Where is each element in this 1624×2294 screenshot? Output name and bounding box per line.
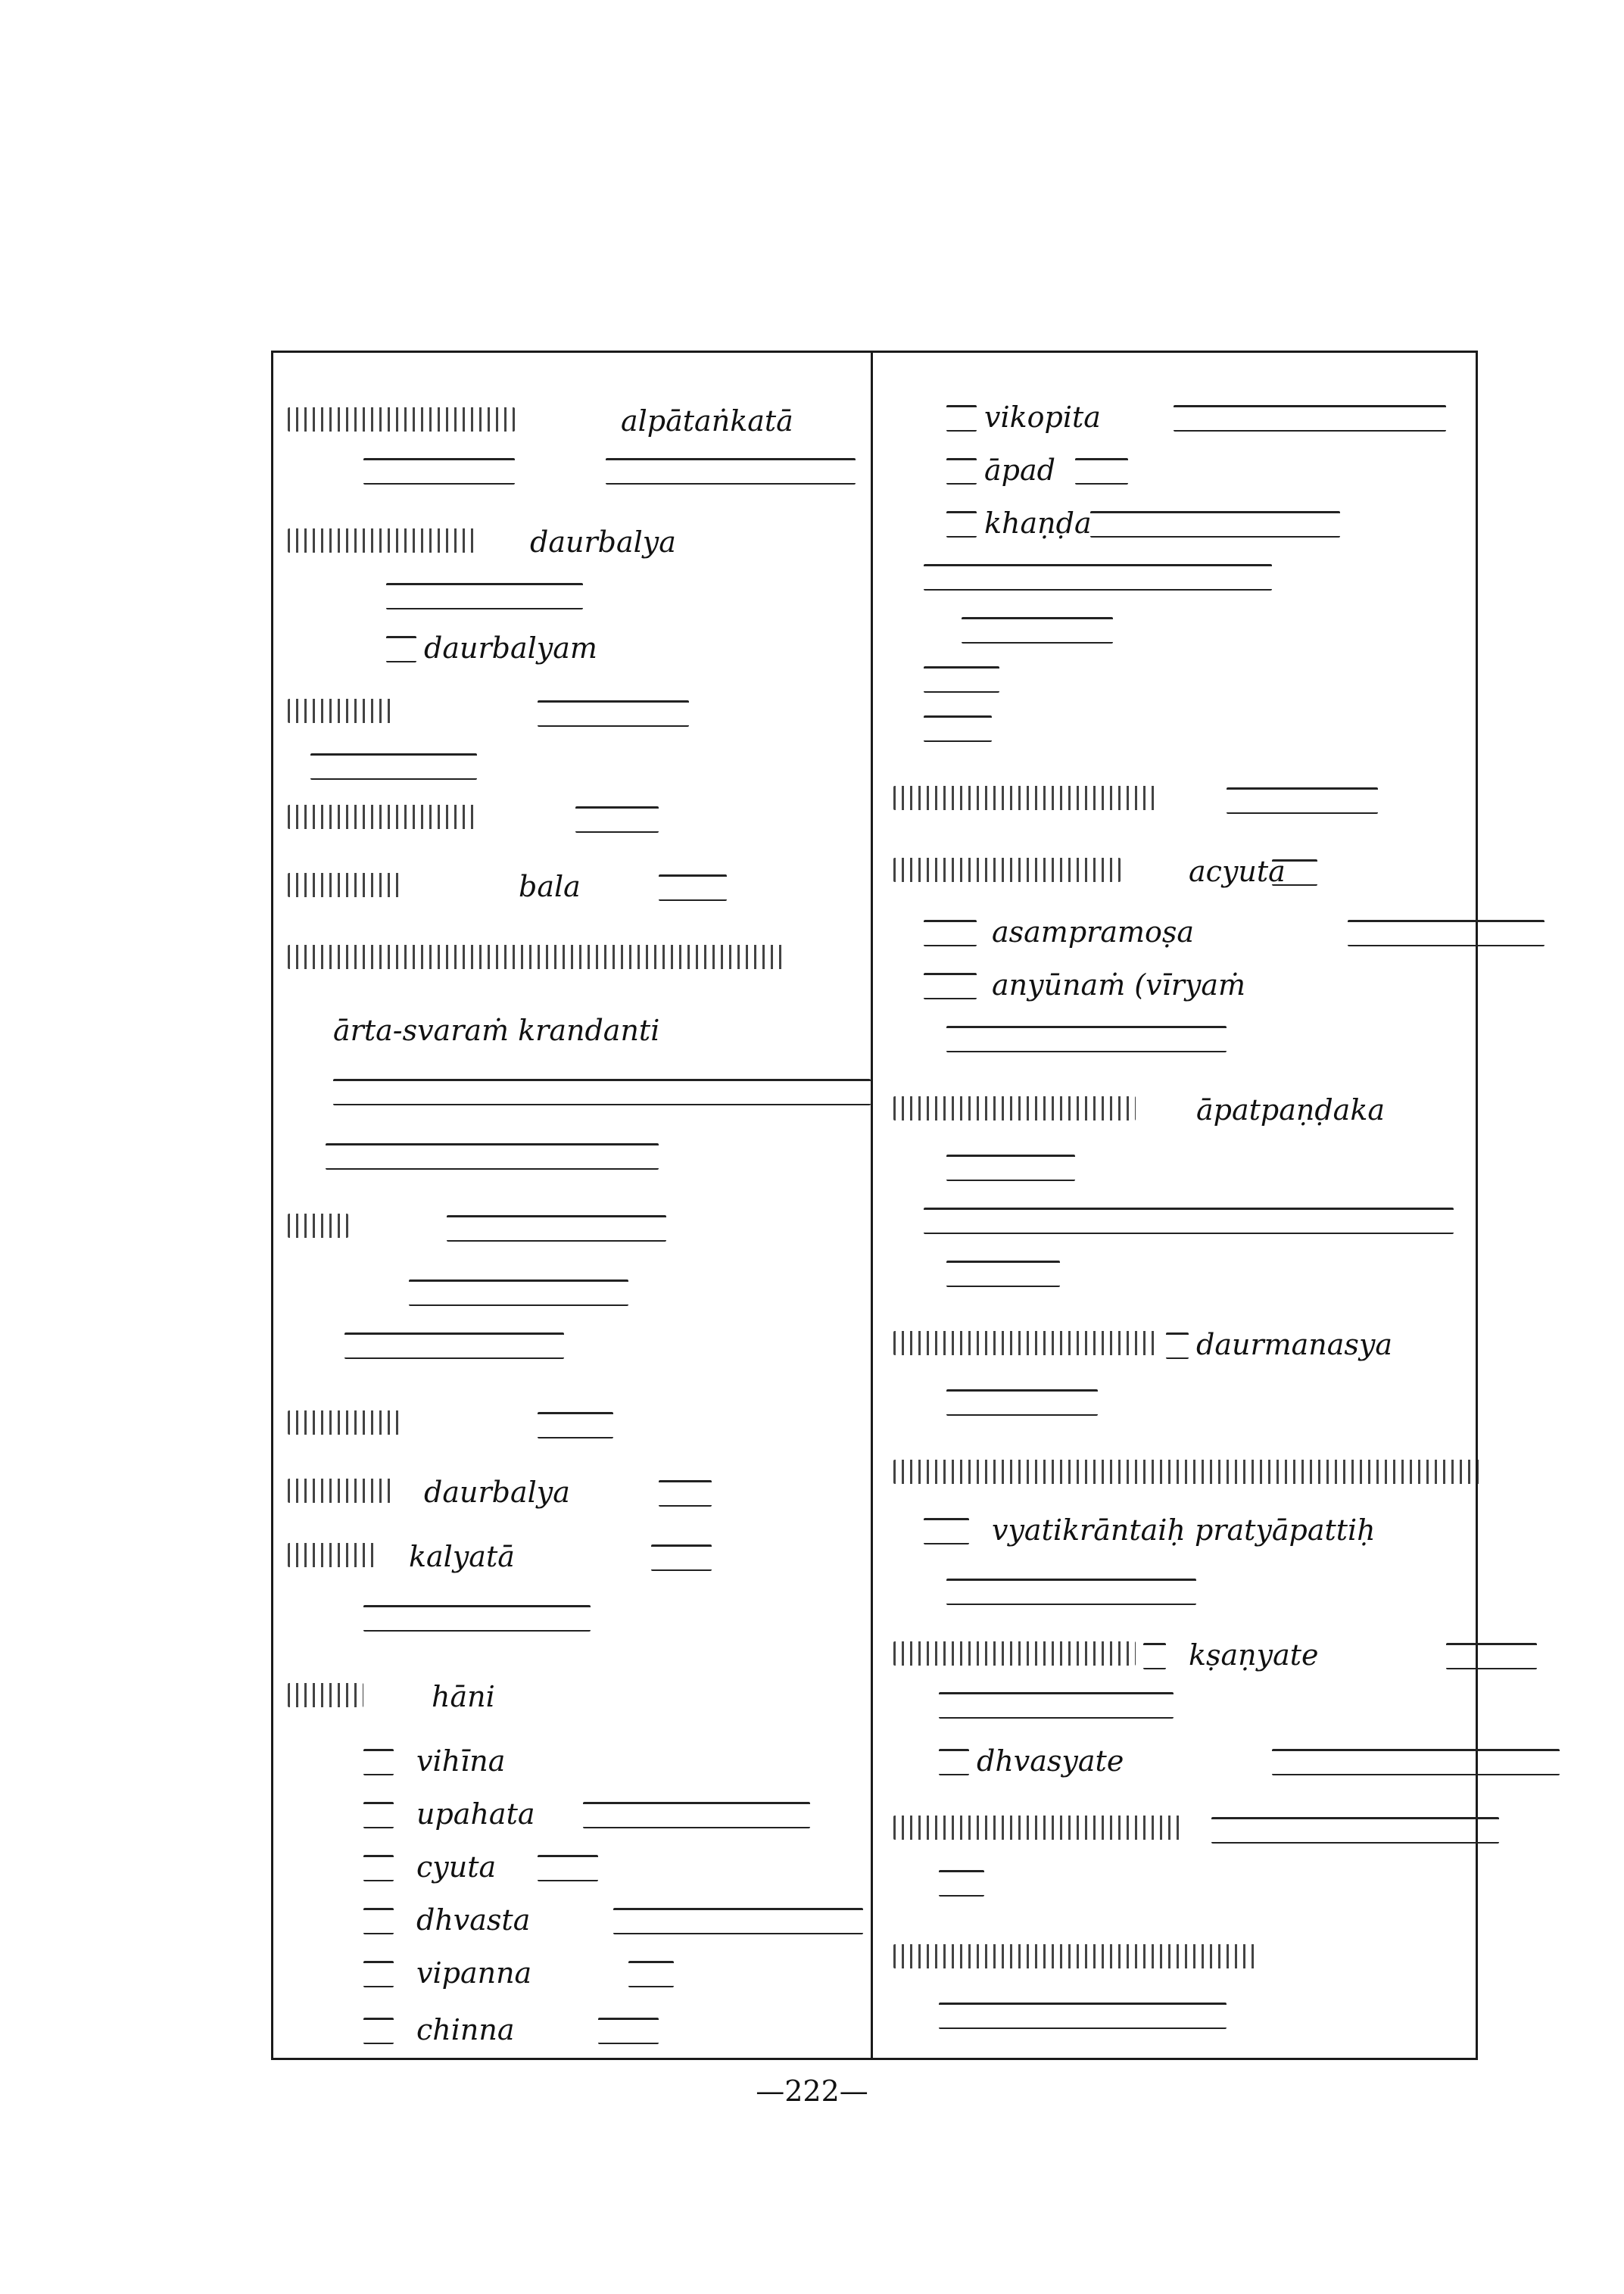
handwriting-scribble bbox=[628, 1961, 674, 1987]
entry-transliteration: chinna bbox=[416, 2013, 515, 2046]
dictionary-entry bbox=[288, 450, 848, 490]
dictionary-entry bbox=[893, 1253, 1454, 1292]
handwriting-scribble bbox=[946, 458, 977, 485]
dictionary-entry bbox=[893, 1382, 1454, 1421]
dictionary-entry bbox=[288, 746, 848, 785]
dictionary-entry bbox=[288, 1473, 848, 1512]
dictionary-entry bbox=[893, 1862, 1454, 1902]
handwriting-scribble bbox=[893, 858, 1121, 882]
dictionary-entry bbox=[893, 1090, 1454, 1130]
entry-transliteration: daurbalya bbox=[530, 525, 676, 559]
handwriting-scribble bbox=[310, 753, 477, 780]
dictionary-entry bbox=[288, 628, 848, 668]
handwriting-scribble bbox=[363, 1908, 394, 1934]
entry-transliteration: cyuta bbox=[416, 1850, 497, 1884]
handwriting-scribble bbox=[924, 1208, 1454, 1234]
handwriting-scribble bbox=[363, 1802, 394, 1828]
dictionary-entry bbox=[288, 693, 848, 732]
dictionary-entry bbox=[893, 503, 1454, 543]
handwriting-scribble bbox=[363, 1749, 394, 1775]
dictionary-entry bbox=[893, 450, 1454, 490]
handwriting-scribble bbox=[946, 511, 977, 538]
handwriting-scribble bbox=[946, 1261, 1060, 1287]
handwriting-scribble bbox=[447, 1215, 666, 1242]
handwriting-scribble bbox=[1143, 1643, 1166, 1669]
entry-transliteration: upahata bbox=[416, 1797, 535, 1831]
handwriting-scribble bbox=[363, 458, 515, 485]
handwriting-scribble bbox=[924, 564, 1272, 591]
dictionary-entry bbox=[288, 799, 848, 838]
dictionary-entry bbox=[288, 401, 848, 441]
dictionary-entry bbox=[893, 1685, 1454, 1724]
handwriting-scribble bbox=[651, 1544, 712, 1571]
handwriting-scribble bbox=[1348, 920, 1545, 946]
dictionary-entry bbox=[893, 852, 1454, 891]
entry-transliteration: āpad bbox=[984, 454, 1055, 487]
column-divider bbox=[871, 351, 873, 2060]
handwriting-scribble bbox=[1446, 1643, 1537, 1669]
entry-transliteration: anyūnaṁ (vīryaṁ bbox=[992, 968, 1246, 1002]
dictionary-entry bbox=[288, 1537, 848, 1576]
handwriting-scribble bbox=[344, 1332, 564, 1359]
handwriting-scribble bbox=[288, 1214, 348, 1238]
handwriting-scribble bbox=[893, 1944, 1257, 1968]
entry-transliteration: acyuta bbox=[1189, 855, 1286, 888]
entry-transliteration: vyatikrāntaiḥ pratyāpattiḥ bbox=[992, 1513, 1376, 1547]
entry-transliteration: āpatpaṇḍaka bbox=[1196, 1093, 1386, 1127]
dictionary-entry bbox=[893, 1995, 1454, 2034]
dictionary-entry bbox=[288, 1741, 848, 1781]
handwriting-scribble bbox=[659, 1480, 712, 1507]
dictionary-entry bbox=[288, 522, 848, 562]
handwriting-scribble bbox=[538, 1855, 598, 1881]
dictionary-entry bbox=[893, 1510, 1454, 1550]
handwriting-scribble bbox=[939, 1749, 969, 1775]
dictionary-entry bbox=[893, 1018, 1454, 1058]
handwriting-scribble bbox=[583, 1802, 810, 1828]
handwriting-scribble bbox=[924, 920, 977, 946]
dictionary-entry bbox=[288, 1136, 848, 1175]
handwriting-scribble bbox=[363, 1855, 394, 1881]
handwriting-scribble bbox=[924, 973, 977, 999]
handwriting-scribble bbox=[946, 405, 977, 432]
handwriting-scribble bbox=[893, 1816, 1181, 1840]
dictionary-entry bbox=[893, 912, 1454, 952]
handwriting-scribble bbox=[598, 2018, 659, 2044]
dictionary-entry bbox=[893, 1147, 1454, 1186]
entry-transliteration: dhvasta bbox=[416, 1903, 531, 1937]
handwriting-scribble bbox=[333, 1079, 871, 1105]
handwriting-scribble bbox=[946, 1579, 1196, 1605]
handwriting-scribble bbox=[893, 1331, 1158, 1355]
handwriting-scribble bbox=[386, 636, 416, 662]
entry-transliteration: vihīna bbox=[416, 1744, 506, 1778]
handwriting-scribble bbox=[893, 1096, 1136, 1121]
handwriting-scribble bbox=[363, 1961, 394, 1987]
handwriting-scribble bbox=[1166, 1332, 1189, 1359]
entry-transliteration: kalyatā bbox=[409, 1540, 515, 1573]
handwriting-scribble bbox=[946, 1155, 1075, 1181]
entry-transliteration: alpātaṅkatā bbox=[621, 404, 793, 438]
dictionary-entry bbox=[288, 1325, 848, 1364]
dictionary-entry bbox=[893, 1454, 1454, 1493]
dictionary-entry bbox=[893, 1325, 1454, 1364]
handwriting-scribble bbox=[946, 1389, 1098, 1416]
handwriting-scribble bbox=[1211, 1817, 1499, 1844]
handwriting-scribble bbox=[288, 528, 477, 553]
dictionary-entry bbox=[893, 1809, 1454, 1849]
dictionary-entry bbox=[288, 1953, 848, 1993]
handwriting-scribble bbox=[363, 2018, 394, 2044]
handwriting-scribble bbox=[409, 1279, 628, 1306]
entry-transliteration: vipanna bbox=[416, 1956, 532, 1990]
entry-transliteration: daurbalyam bbox=[424, 631, 597, 665]
dictionary-entry bbox=[288, 867, 848, 906]
dictionary-entry bbox=[288, 1900, 848, 1940]
handwriting-scribble bbox=[326, 1143, 659, 1170]
dictionary-entry bbox=[288, 1597, 848, 1637]
handwriting-scribble bbox=[939, 1692, 1174, 1719]
handwriting-scribble bbox=[538, 1412, 613, 1438]
entry-transliteration: bala bbox=[519, 870, 581, 903]
handwriting-scribble bbox=[386, 583, 583, 609]
handwriting-scribble bbox=[613, 1908, 863, 1934]
dictionary-entry bbox=[288, 939, 848, 978]
handwriting-scribble bbox=[288, 407, 515, 432]
dictionary-entry bbox=[893, 1938, 1454, 1978]
dictionary-entry bbox=[288, 1208, 848, 1247]
dictionary-entry bbox=[288, 1071, 848, 1111]
handwriting-scribble bbox=[1174, 405, 1446, 432]
dictionary-entry bbox=[893, 659, 1454, 698]
handwriting-scribble bbox=[659, 874, 727, 901]
handwriting-scribble bbox=[1272, 1749, 1560, 1775]
handwriting-scribble bbox=[288, 1479, 394, 1503]
handwriting-scribble bbox=[288, 1410, 401, 1435]
entry-transliteration: asampramoṣa bbox=[992, 915, 1195, 949]
handwriting-scribble bbox=[606, 458, 856, 485]
handwriting-scribble bbox=[924, 1518, 969, 1544]
dictionary-entry bbox=[288, 1677, 848, 1716]
handwriting-scribble bbox=[962, 617, 1113, 644]
dictionary-entry bbox=[893, 780, 1454, 819]
dictionary-entry bbox=[893, 965, 1454, 1005]
entry-transliteration: kṣaṇyate bbox=[1189, 1638, 1319, 1672]
handwriting-scribble bbox=[288, 873, 401, 897]
page-number: —222— bbox=[756, 2074, 868, 2108]
dictionary-entry bbox=[288, 575, 848, 615]
dictionary-entry bbox=[893, 1741, 1454, 1781]
handwriting-scribble bbox=[939, 2003, 1227, 2029]
entry-transliteration: hāni bbox=[432, 1680, 495, 1713]
handwriting-scribble bbox=[288, 805, 477, 829]
handwriting-scribble bbox=[1090, 511, 1340, 538]
handwriting-scribble bbox=[924, 666, 999, 693]
handwriting-scribble bbox=[946, 1026, 1227, 1052]
dictionary-entry bbox=[893, 609, 1454, 649]
entry-transliteration: daurmanasya bbox=[1196, 1328, 1393, 1361]
handwriting-scribble bbox=[538, 700, 689, 727]
entry-transliteration: khaṇḍa bbox=[984, 506, 1092, 540]
entry-transliteration: ārta-svaraṁ krandanti bbox=[333, 1014, 660, 1047]
dictionary-entry bbox=[893, 397, 1454, 437]
dictionary-entry bbox=[893, 708, 1454, 747]
handwriting-scribble bbox=[575, 806, 659, 833]
dictionary-entry bbox=[288, 1847, 848, 1887]
handwriting-scribble bbox=[924, 715, 992, 742]
handwriting-scribble bbox=[893, 786, 1158, 810]
dictionary-entry bbox=[288, 1794, 848, 1834]
dictionary-entry bbox=[893, 1635, 1454, 1675]
dictionary-entry bbox=[288, 1404, 848, 1444]
handwriting-scribble bbox=[1227, 787, 1378, 814]
dictionary-entry bbox=[893, 556, 1454, 596]
dictionary-entry bbox=[893, 1200, 1454, 1239]
handwriting-scribble bbox=[893, 1641, 1136, 1666]
entry-transliteration: daurbalya bbox=[424, 1476, 570, 1509]
handwriting-scribble bbox=[288, 1543, 379, 1567]
handwriting-scribble bbox=[1075, 458, 1128, 485]
entry-transliteration: dhvasyate bbox=[977, 1744, 1124, 1778]
handwriting-scribble bbox=[288, 945, 787, 969]
handwriting-scribble bbox=[939, 1870, 984, 1897]
handwriting-scribble bbox=[893, 1460, 1484, 1484]
entry-transliteration: vikopita bbox=[984, 401, 1101, 434]
dictionary-entry bbox=[893, 1571, 1454, 1610]
handwriting-scribble bbox=[288, 699, 394, 723]
handwriting-scribble bbox=[363, 1605, 591, 1632]
dictionary-entry bbox=[288, 1011, 848, 1050]
dictionary-entry bbox=[288, 1272, 848, 1311]
dictionary-entry bbox=[288, 2010, 848, 2049]
handwriting-scribble bbox=[288, 1683, 363, 1707]
